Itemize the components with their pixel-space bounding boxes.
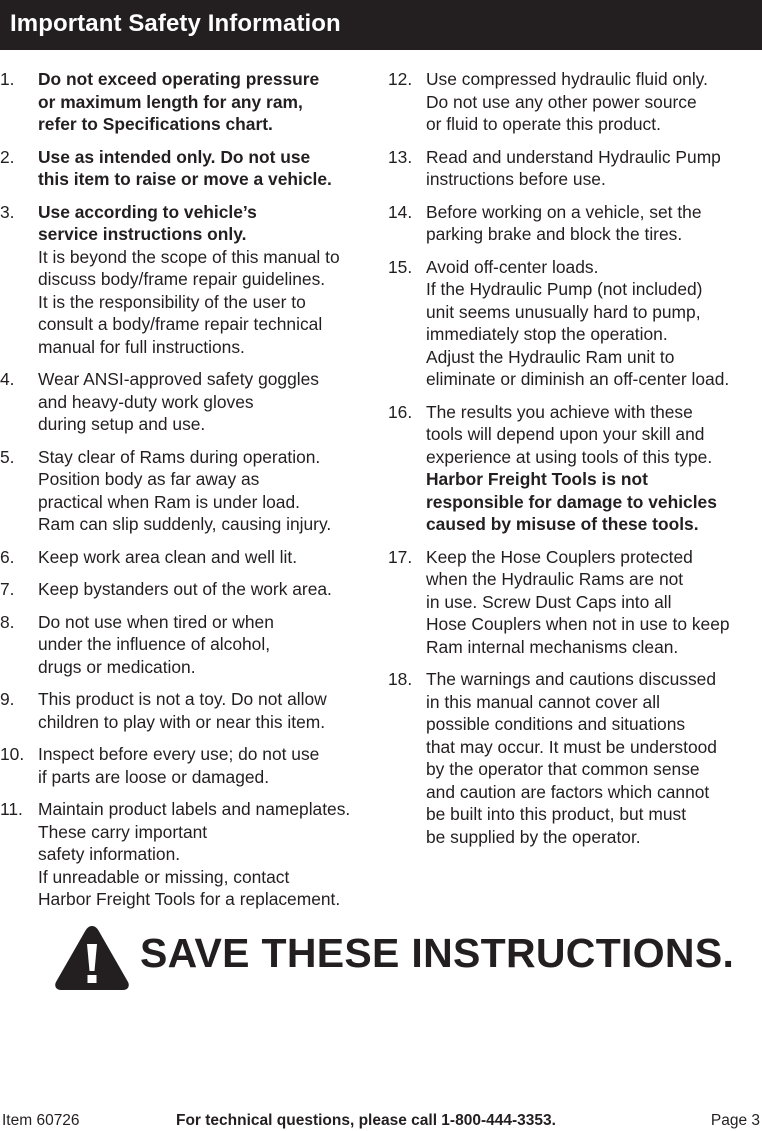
item-text-line: Ram can slip suddenly, causing injury.: [38, 514, 332, 534]
item-text-line: this item to raise or move a vehicle.: [38, 169, 332, 189]
safety-item: [388, 546, 760, 659]
item-text-line: Stay clear of Rams during operation.: [38, 446, 321, 467]
item-number-label: 4.: [0, 369, 15, 389]
item-number-label: 7.: [0, 579, 15, 599]
item-text-line: experience at using tools of this type.: [426, 446, 713, 467]
item-number-label: 8.: [0, 611, 15, 632]
item-number-label: 11.: [0, 799, 23, 819]
item-text-line: Use compressed hydraulic fluid only.: [426, 69, 708, 89]
item-number-label: 12.: [388, 69, 413, 89]
item-text: [38, 578, 385, 601]
item-text-line: The results you achieve with these: [426, 401, 693, 422]
item-text-line: Before working on a vehicle, set the: [426, 201, 702, 222]
item-text-line: safety information.: [38, 844, 181, 864]
save-instructions-text: SAVE THESE INSTRUCTIONS.: [140, 930, 735, 976]
item-text-line: manual for full instructions.: [38, 336, 245, 357]
left-column: [0, 68, 385, 921]
safety-item: [0, 146, 385, 191]
safety-item: [388, 68, 760, 136]
item-number-label: 5.: [0, 446, 15, 467]
page-title: Important Safety Information: [10, 10, 341, 37]
safety-item: [0, 798, 385, 911]
item-text-line: under the influence of alcohol,: [38, 634, 271, 654]
item-text-line: be built into this product, but must: [426, 804, 687, 824]
item-text-line: parking brake and block the tires.: [426, 224, 683, 244]
item-text: [426, 68, 760, 136]
item-text: [38, 446, 385, 536]
item-text: [426, 668, 760, 848]
item-number-label: 10.: [0, 744, 25, 764]
item-text: [38, 368, 385, 436]
item-text-line: when the Hydraulic Rams are not: [426, 569, 684, 589]
item-text-line: in use. Screw Dust Caps into all: [426, 591, 672, 612]
item-text-line: Avoid off-center loads.: [426, 256, 599, 277]
item-number-label: 9.: [0, 689, 15, 709]
item-text-line: refer to Specifications chart.: [38, 114, 273, 134]
item-text-line: Adjust the Hydraulic Ram unit to: [426, 346, 675, 367]
item-text: [426, 201, 760, 246]
item-text: [38, 743, 385, 788]
item-text: [38, 546, 385, 569]
safety-item: [0, 68, 385, 136]
item-number-label: 3.: [0, 201, 15, 222]
item-text-line: The warnings and cautions discussed: [426, 669, 717, 689]
item-text-line: Do not use when tired or when: [38, 611, 274, 632]
item-text-line: and heavy-duty work gloves: [38, 391, 254, 412]
item-text: [38, 688, 385, 733]
item-text-line: children to play with or near this item.: [38, 711, 326, 732]
header-bar: [0, 0, 762, 50]
item-text-line: or maximum length for any ram,: [38, 91, 303, 112]
item-text-line: Hose Couplers when not in use to keep: [426, 614, 730, 634]
item-text-line: Wear ANSI-approved safety goggles: [38, 369, 319, 389]
item-number: Item 60726: [2, 1112, 80, 1129]
safety-item: [0, 201, 385, 359]
item-text: [426, 546, 760, 659]
item-text: [426, 146, 760, 191]
item-text-line: Use as intended only. Do not use: [38, 146, 311, 167]
item-text-line: or fluid to operate this product.: [426, 114, 661, 134]
safety-item: [0, 578, 385, 601]
item-text-line: Do not use any other power source: [426, 91, 697, 112]
item-number-label: 13.: [388, 146, 413, 167]
warning-triangle-icon: [54, 924, 130, 992]
item-text-line: and caution are factors which cannot: [426, 781, 710, 802]
item-text-line: responsible for damage to vehicles: [426, 491, 717, 512]
item-text-line: It is the responsibility of the user to: [38, 291, 306, 312]
item-text-line: service instructions only.: [38, 224, 247, 244]
item-text-line: eliminate or diminish an off-center load.: [426, 369, 730, 389]
item-text-line: tools will depend upon your skill and: [426, 424, 705, 444]
item-number-label: 16.: [388, 401, 413, 422]
item-text-line: practical when Ram is under load.: [38, 491, 300, 512]
item-text-line: Use according to vehicle’s: [38, 201, 257, 222]
item-text-line: It is beyond the scope of this manual to: [38, 246, 340, 267]
item-text-line: These carry important: [38, 821, 208, 842]
item-number-label: 15.: [388, 256, 413, 277]
item-text-line: consult a body/frame repair technical: [38, 314, 323, 334]
item-text-line: instructions before use.: [426, 169, 606, 189]
item-text-line: during setup and use.: [38, 414, 206, 434]
item-text-line: discuss body/frame repair guidelines.: [38, 269, 326, 289]
item-number-label: 2.: [0, 146, 15, 167]
tech-support-line: For technical questions, please call 1-800-444-3353.: [176, 1112, 556, 1129]
safety-item: [388, 201, 760, 246]
item-text: [426, 401, 760, 536]
item-text: [38, 611, 385, 679]
item-number-label: 14.: [388, 201, 413, 222]
item-text-line: if parts are loose or damaged.: [38, 766, 270, 787]
safety-item: [388, 146, 760, 191]
item-text-line: possible conditions and situations: [426, 714, 686, 734]
page-number: Page 3: [710, 1112, 760, 1129]
safety-item: [0, 546, 385, 569]
item-text-line: Harbor Freight Tools is not: [426, 469, 648, 489]
item-text: [38, 146, 385, 191]
safety-item: [388, 401, 760, 536]
item-text-line: Position body as far away as: [38, 469, 260, 489]
item-text-line: caused by misuse of these tools.: [426, 514, 699, 534]
item-text-line: immediately stop the operation.: [426, 324, 668, 344]
safety-item: [0, 688, 385, 733]
safety-item: [0, 611, 385, 679]
item-text-line: Keep work area clean and well lit.: [38, 546, 298, 567]
item-number-label: 17.: [388, 546, 413, 567]
item-text-line: Read and understand Hydraulic Pump: [426, 146, 721, 167]
item-text-line: If unreadable or missing, contact: [38, 866, 290, 887]
item-text-line: Harbor Freight Tools for a replacement.: [38, 889, 341, 909]
item-text-line: that may occur. It must be understood: [426, 736, 717, 757]
item-text-line: Keep bystanders out of the work area.: [38, 579, 332, 599]
safety-item: [388, 256, 760, 391]
safety-item: [0, 743, 385, 788]
item-text: [426, 256, 760, 391]
item-text-line: Keep the Hose Couplers protected: [426, 546, 693, 567]
item-text-line: This product is not a toy. Do not allow: [38, 689, 327, 709]
item-text: [38, 68, 385, 136]
safety-item: [0, 446, 385, 536]
right-column: [388, 68, 760, 858]
save-instructions-banner: [54, 924, 734, 992]
safety-item: [388, 668, 760, 848]
item-text: [38, 201, 385, 359]
item-text-line: Maintain product labels and nameplates.: [38, 799, 351, 819]
item-text-line: in this manual cannot cover all: [426, 691, 660, 712]
item-text-line: by the operator that common sense: [426, 759, 700, 779]
item-text-line: Ram internal mechanisms clean.: [426, 636, 679, 657]
item-text-line: Inspect before every use; do not use: [38, 744, 320, 764]
item-text-line: unit seems unusually hard to pump,: [426, 301, 701, 322]
item-text-line: If the Hydraulic Pump (not included): [426, 279, 703, 299]
item-number-label: 1.: [0, 69, 15, 89]
item-text: [38, 798, 385, 911]
item-number-label: 6.: [0, 546, 15, 567]
safety-item: [0, 368, 385, 436]
item-text-line: be supplied by the operator.: [426, 826, 641, 847]
item-number-label: 18.: [388, 669, 413, 689]
item-text-line: drugs or medication.: [38, 656, 196, 677]
item-text-line: Do not exceed operating pressure: [38, 69, 320, 89]
